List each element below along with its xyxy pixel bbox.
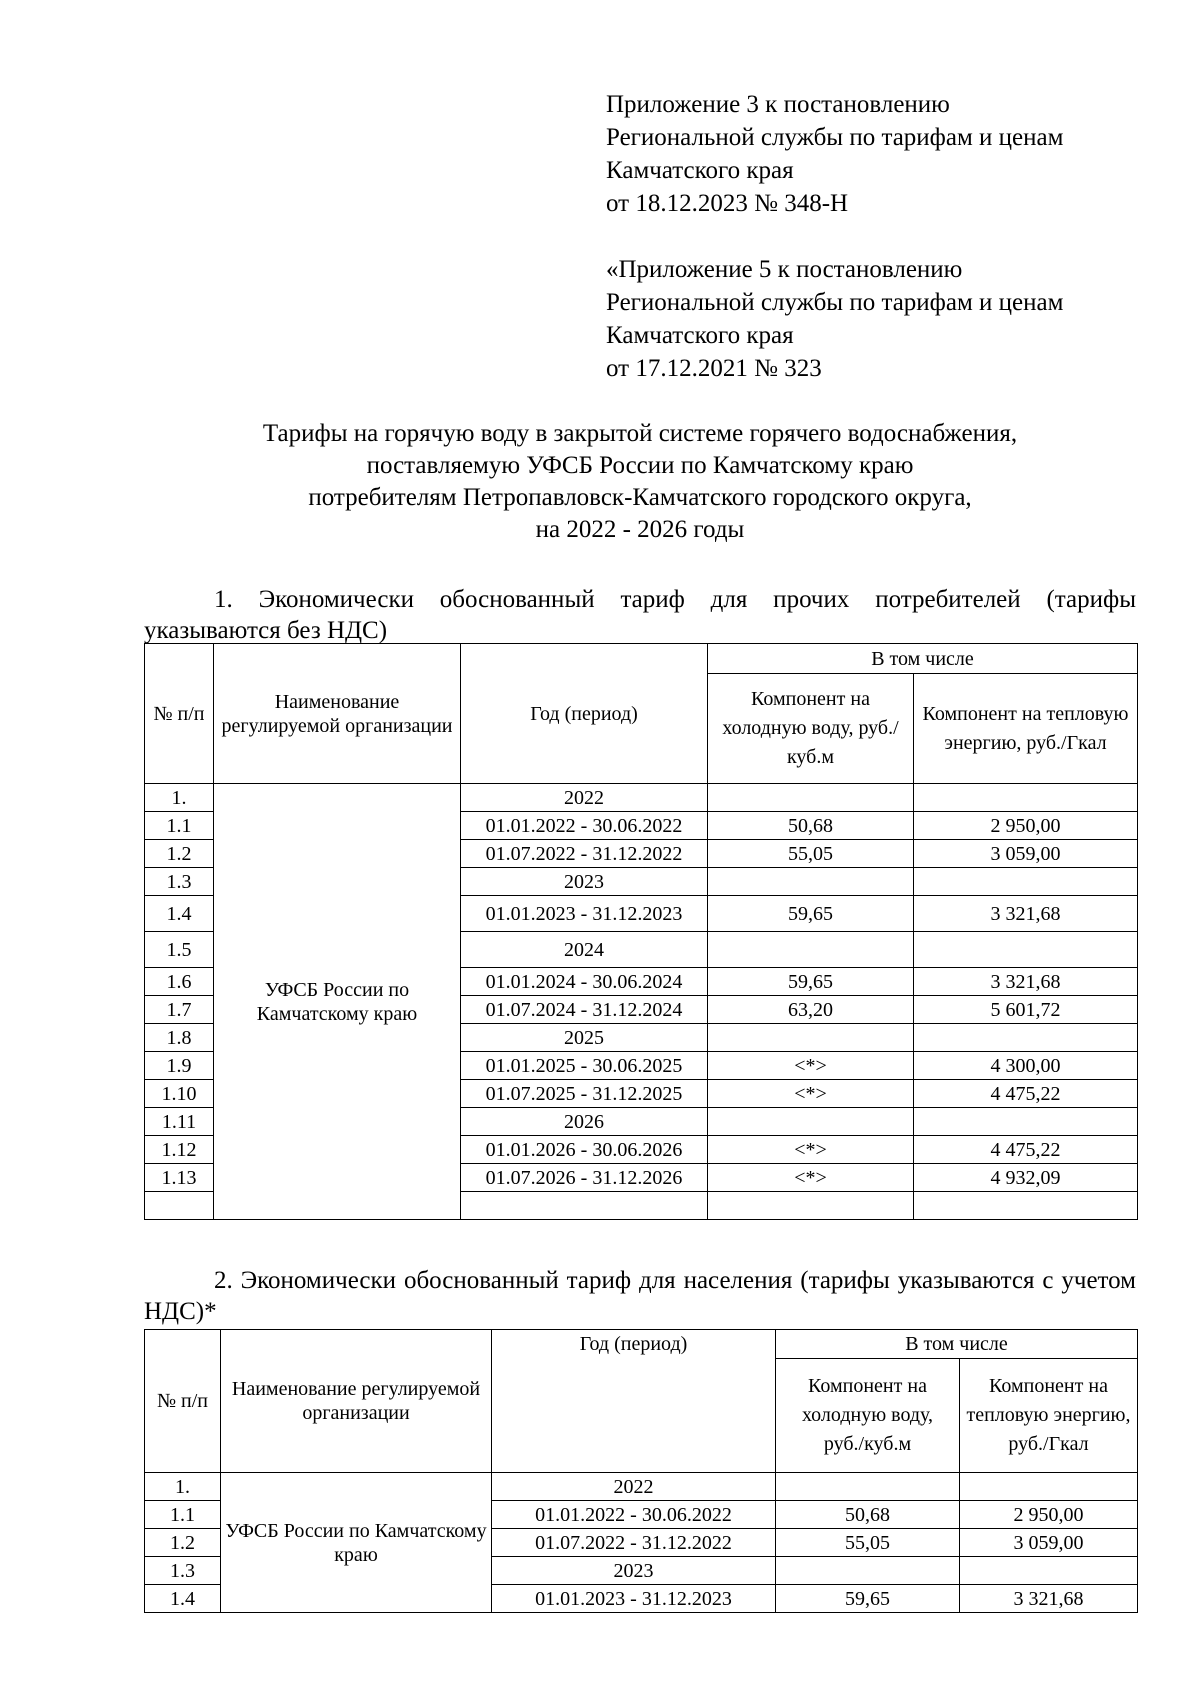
document-title: [120, 418, 1160, 546]
row-cold-water: [776, 1473, 960, 1501]
row-cold-water: 50,68: [708, 812, 914, 840]
appendix-header-line: от 18.12.2023 № 348-Н: [606, 190, 849, 217]
row-period: [461, 1192, 708, 1220]
row-num: 1.4: [145, 896, 214, 932]
title-line: потребителям Петропавловск-Камчатского городского округа,: [308, 484, 972, 511]
col-header-period: Год (период): [492, 1330, 776, 1473]
row-num: 1.6: [145, 968, 214, 996]
section-2-heading-text: 2. Экономически обоснованный тариф для населения (тарифы указываются с учетом НДС)*: [144, 1267, 1136, 1325]
table-row: [145, 784, 1138, 812]
title-line: Тарифы на горячую воду в закрытой системе горячего водоснабжения,: [262, 420, 1018, 447]
row-num: 1.7: [145, 996, 214, 1024]
row-heat-energy: [914, 1108, 1138, 1136]
row-heat-energy: 4 475,22: [914, 1136, 1138, 1164]
row-num: 1.9: [145, 1052, 214, 1080]
row-num: [145, 1192, 214, 1220]
row-heat-energy: 5 601,72: [914, 996, 1138, 1024]
col-header-num: № п/п: [145, 1330, 221, 1473]
row-num: 1.2: [145, 1529, 221, 1557]
row-num: 1.11: [145, 1108, 214, 1136]
row-heat-energy: 2 950,00: [914, 812, 1138, 840]
row-num: 1.12: [145, 1136, 214, 1164]
appendix-header-line: Приложение 3 к постановлению: [606, 91, 950, 118]
row-period: 2026: [461, 1108, 708, 1136]
title-line: на 2022 - 2026 годы: [535, 516, 745, 543]
original-appendix-line: «Приложение 5 к постановлению: [606, 256, 963, 283]
tariff-table-population: [144, 1329, 1138, 1613]
appendix-header-line: Камчатского края: [606, 157, 794, 184]
row-period: 01.01.2022 - 30.06.2022: [461, 812, 708, 840]
col-header-cold-water: Компонент на холодную воду, руб./куб.м: [708, 674, 914, 784]
row-heat-energy: 3 059,00: [960, 1529, 1138, 1557]
row-heat-energy: 2 950,00: [960, 1501, 1138, 1529]
row-cold-water: 55,05: [776, 1529, 960, 1557]
row-num: 1.: [145, 1473, 221, 1501]
row-period: 2022: [461, 784, 708, 812]
row-heat-energy: [914, 1024, 1138, 1052]
row-cold-water: <*>: [708, 1052, 914, 1080]
row-heat-energy: [914, 932, 1138, 968]
row-cold-water: [708, 784, 914, 812]
row-cold-water: [708, 868, 914, 896]
row-cold-water: [708, 1192, 914, 1220]
col-header-heat-energy: Компонент на тепловую энергию, руб./Гкал: [914, 674, 1138, 784]
row-cold-water: 55,05: [708, 840, 914, 868]
col-header-num: № п/п: [145, 644, 214, 784]
row-period: 01.07.2022 - 31.12.2022: [461, 840, 708, 868]
row-period: 2024: [461, 932, 708, 968]
original-appendix-header: [606, 253, 1166, 385]
title-line: поставляемую УФСБ России по Камчатскому краю: [366, 452, 914, 479]
col-header-group: В том числе: [776, 1330, 1138, 1359]
col-header-heat-energy: Компонент на тепловую энергию, руб./Гкал: [960, 1359, 1138, 1473]
row-period: 2025: [461, 1024, 708, 1052]
row-cold-water: [708, 1108, 914, 1136]
appendix-header-line: Региональной службы по тарифам и ценам: [606, 124, 1064, 151]
row-period: 2022: [492, 1473, 776, 1501]
row-cold-water: <*>: [708, 1080, 914, 1108]
row-num: 1.3: [145, 1557, 221, 1585]
row-num: 1.8: [145, 1024, 214, 1052]
row-cold-water: [708, 1024, 914, 1052]
row-period: 01.07.2025 - 31.12.2025: [461, 1080, 708, 1108]
section-1-heading-text: 1. Экономически обоснованный тариф для прочих потребителей (тарифы указываются без НДС): [144, 586, 1136, 644]
row-num: 1.1: [145, 1501, 221, 1529]
row-period: 01.01.2023 - 31.12.2023: [461, 896, 708, 932]
row-heat-energy: 4 475,22: [914, 1080, 1138, 1108]
row-num: 1.10: [145, 1080, 214, 1108]
row-period: 01.01.2026 - 30.06.2026: [461, 1136, 708, 1164]
table-row: [145, 1473, 1138, 1501]
row-period: 01.01.2023 - 31.12.2023: [492, 1585, 776, 1613]
row-heat-energy: [960, 1557, 1138, 1585]
row-cold-water: <*>: [708, 1136, 914, 1164]
original-appendix-line: от 17.12.2021 № 323: [606, 355, 822, 382]
section-1-heading: [144, 584, 1136, 646]
col-header-cold-water: Компонент на холодную воду, руб./куб.м: [776, 1359, 960, 1473]
row-cold-water: 59,65: [708, 968, 914, 996]
row-heat-energy: 4 932,09: [914, 1164, 1138, 1192]
row-cold-water: 63,20: [708, 996, 914, 1024]
row-period: 01.07.2022 - 31.12.2022: [492, 1529, 776, 1557]
row-cold-water: <*>: [708, 1164, 914, 1192]
row-heat-energy: 3 059,00: [914, 840, 1138, 868]
row-cold-water: [708, 932, 914, 968]
row-cold-water: 59,65: [708, 896, 914, 932]
row-heat-energy: 3 321,68: [960, 1585, 1138, 1613]
tariff-table-other-consumers: [144, 643, 1138, 1220]
row-heat-energy: [914, 1192, 1138, 1220]
col-header-period: Год (период): [461, 644, 708, 784]
row-heat-energy: [914, 784, 1138, 812]
row-period: 01.01.2025 - 30.06.2025: [461, 1052, 708, 1080]
original-appendix-line: Региональной службы по тарифам и ценам: [606, 289, 1064, 316]
row-cold-water: 59,65: [776, 1585, 960, 1613]
row-heat-energy: [960, 1473, 1138, 1501]
row-period: 01.01.2022 - 30.06.2022: [492, 1501, 776, 1529]
row-period: 2023: [461, 868, 708, 896]
col-header-org: Наименование регулируемой организации: [221, 1330, 492, 1473]
organization-name: УФСБ России по Камчатскому краю: [221, 1473, 492, 1613]
row-num: 1.: [145, 784, 214, 812]
col-header-group: В том числе: [708, 644, 1138, 674]
row-num: 1.1: [145, 812, 214, 840]
row-num: 1.2: [145, 840, 214, 868]
row-num: 1.4: [145, 1585, 221, 1613]
row-period: 2023: [492, 1557, 776, 1585]
appendix-header: [606, 88, 1166, 220]
row-heat-energy: 4 300,00: [914, 1052, 1138, 1080]
row-heat-energy: 3 321,68: [914, 896, 1138, 932]
row-heat-energy: 3 321,68: [914, 968, 1138, 996]
organization-name: УФСБ России по Камчатскому краю: [214, 784, 461, 1220]
original-appendix-line: Камчатского края: [606, 322, 794, 349]
row-num: 1.5: [145, 932, 214, 968]
section-2-heading: [144, 1265, 1136, 1327]
row-cold-water: [776, 1557, 960, 1585]
row-heat-energy: [914, 868, 1138, 896]
row-num: 1.13: [145, 1164, 214, 1192]
col-header-org: Наименование регулируемой организации: [214, 644, 461, 784]
row-period: 01.01.2024 - 30.06.2024: [461, 968, 708, 996]
row-period: 01.07.2026 - 31.12.2026: [461, 1164, 708, 1192]
row-period: 01.07.2024 - 31.12.2024: [461, 996, 708, 1024]
row-cold-water: 50,68: [776, 1501, 960, 1529]
row-num: 1.3: [145, 868, 214, 896]
